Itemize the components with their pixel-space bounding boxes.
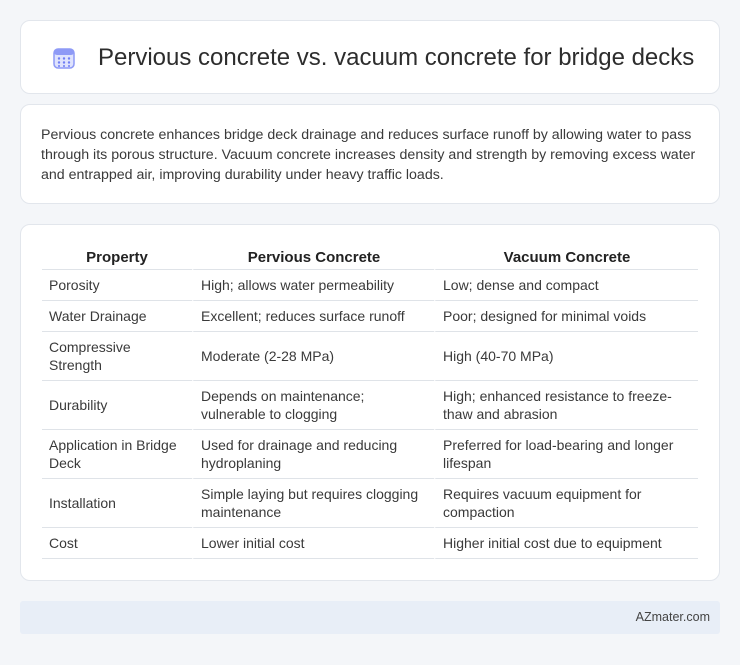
- cell-pervious: Lower initial cost: [192, 528, 434, 559]
- table-header-row: [42, 243, 698, 270]
- cell-pervious: Moderate (2-28 MPa): [192, 332, 434, 381]
- cell-pervious: Used for drainage and reducing hydroplaning: [192, 430, 434, 479]
- cell-property: Porosity: [42, 270, 192, 301]
- cell-pervious: Simple laying but requires clogging maintenance: [192, 479, 434, 528]
- cell-vacuum: Requires vacuum equipment for compaction: [434, 479, 698, 528]
- table-row: [42, 301, 698, 332]
- footer-bar: [20, 601, 720, 634]
- description-card: [20, 104, 720, 204]
- cell-vacuum: High; enhanced resistance to freeze-thaw and abrasion: [434, 381, 698, 430]
- cell-pervious: Depends on maintenance; vulnerable to clogging: [192, 381, 434, 430]
- comparison-table: [42, 243, 698, 559]
- description-text: Pervious concrete enhances bridge deck drainage and reduces surface runoff by allowing water to pass through its porous structure. Vacuum concrete increases density and strength by removing excess water and entrapped air, improving durability under heavy traffic loads.: [41, 127, 696, 183]
- comparison-table-card: [20, 224, 720, 581]
- title-card: [20, 20, 720, 94]
- table-row: [42, 479, 698, 528]
- footer-brand: AZmater.com: [635, 610, 710, 624]
- cell-vacuum: Low; dense and compact: [434, 270, 698, 301]
- cell-pervious: Excellent; reduces surface runoff: [192, 301, 434, 332]
- table-row: [42, 270, 698, 301]
- cell-vacuum: Poor; designed for minimal voids: [434, 301, 698, 332]
- table-row: [42, 430, 698, 479]
- cell-vacuum: High (40-70 MPa): [434, 332, 698, 381]
- cell-property: Compressive Strength: [42, 332, 192, 381]
- cell-vacuum: Higher initial cost due to equipment: [434, 528, 698, 559]
- cell-property: Water Drainage: [42, 301, 192, 332]
- table-row: [42, 332, 698, 381]
- cell-property: Application in Bridge Deck: [42, 430, 192, 479]
- calendar-grid-icon: [52, 46, 76, 70]
- header-property: Property: [42, 243, 192, 270]
- table-row: [42, 381, 698, 430]
- cell-property: Cost: [42, 528, 192, 559]
- cell-property: Durability: [42, 381, 192, 430]
- cell-pervious: High; allows water permeability: [192, 270, 434, 301]
- cell-vacuum: Preferred for load-bearing and longer lifespan: [434, 430, 698, 479]
- table-row: [42, 528, 698, 559]
- page-title: Pervious concrete vs. vacuum concrete for bridge decks: [98, 44, 695, 71]
- cell-property: Installation: [42, 479, 192, 528]
- header-pervious-concrete: Pervious Concrete: [192, 243, 434, 270]
- header-vacuum-concrete: Vacuum Concrete: [434, 243, 698, 270]
